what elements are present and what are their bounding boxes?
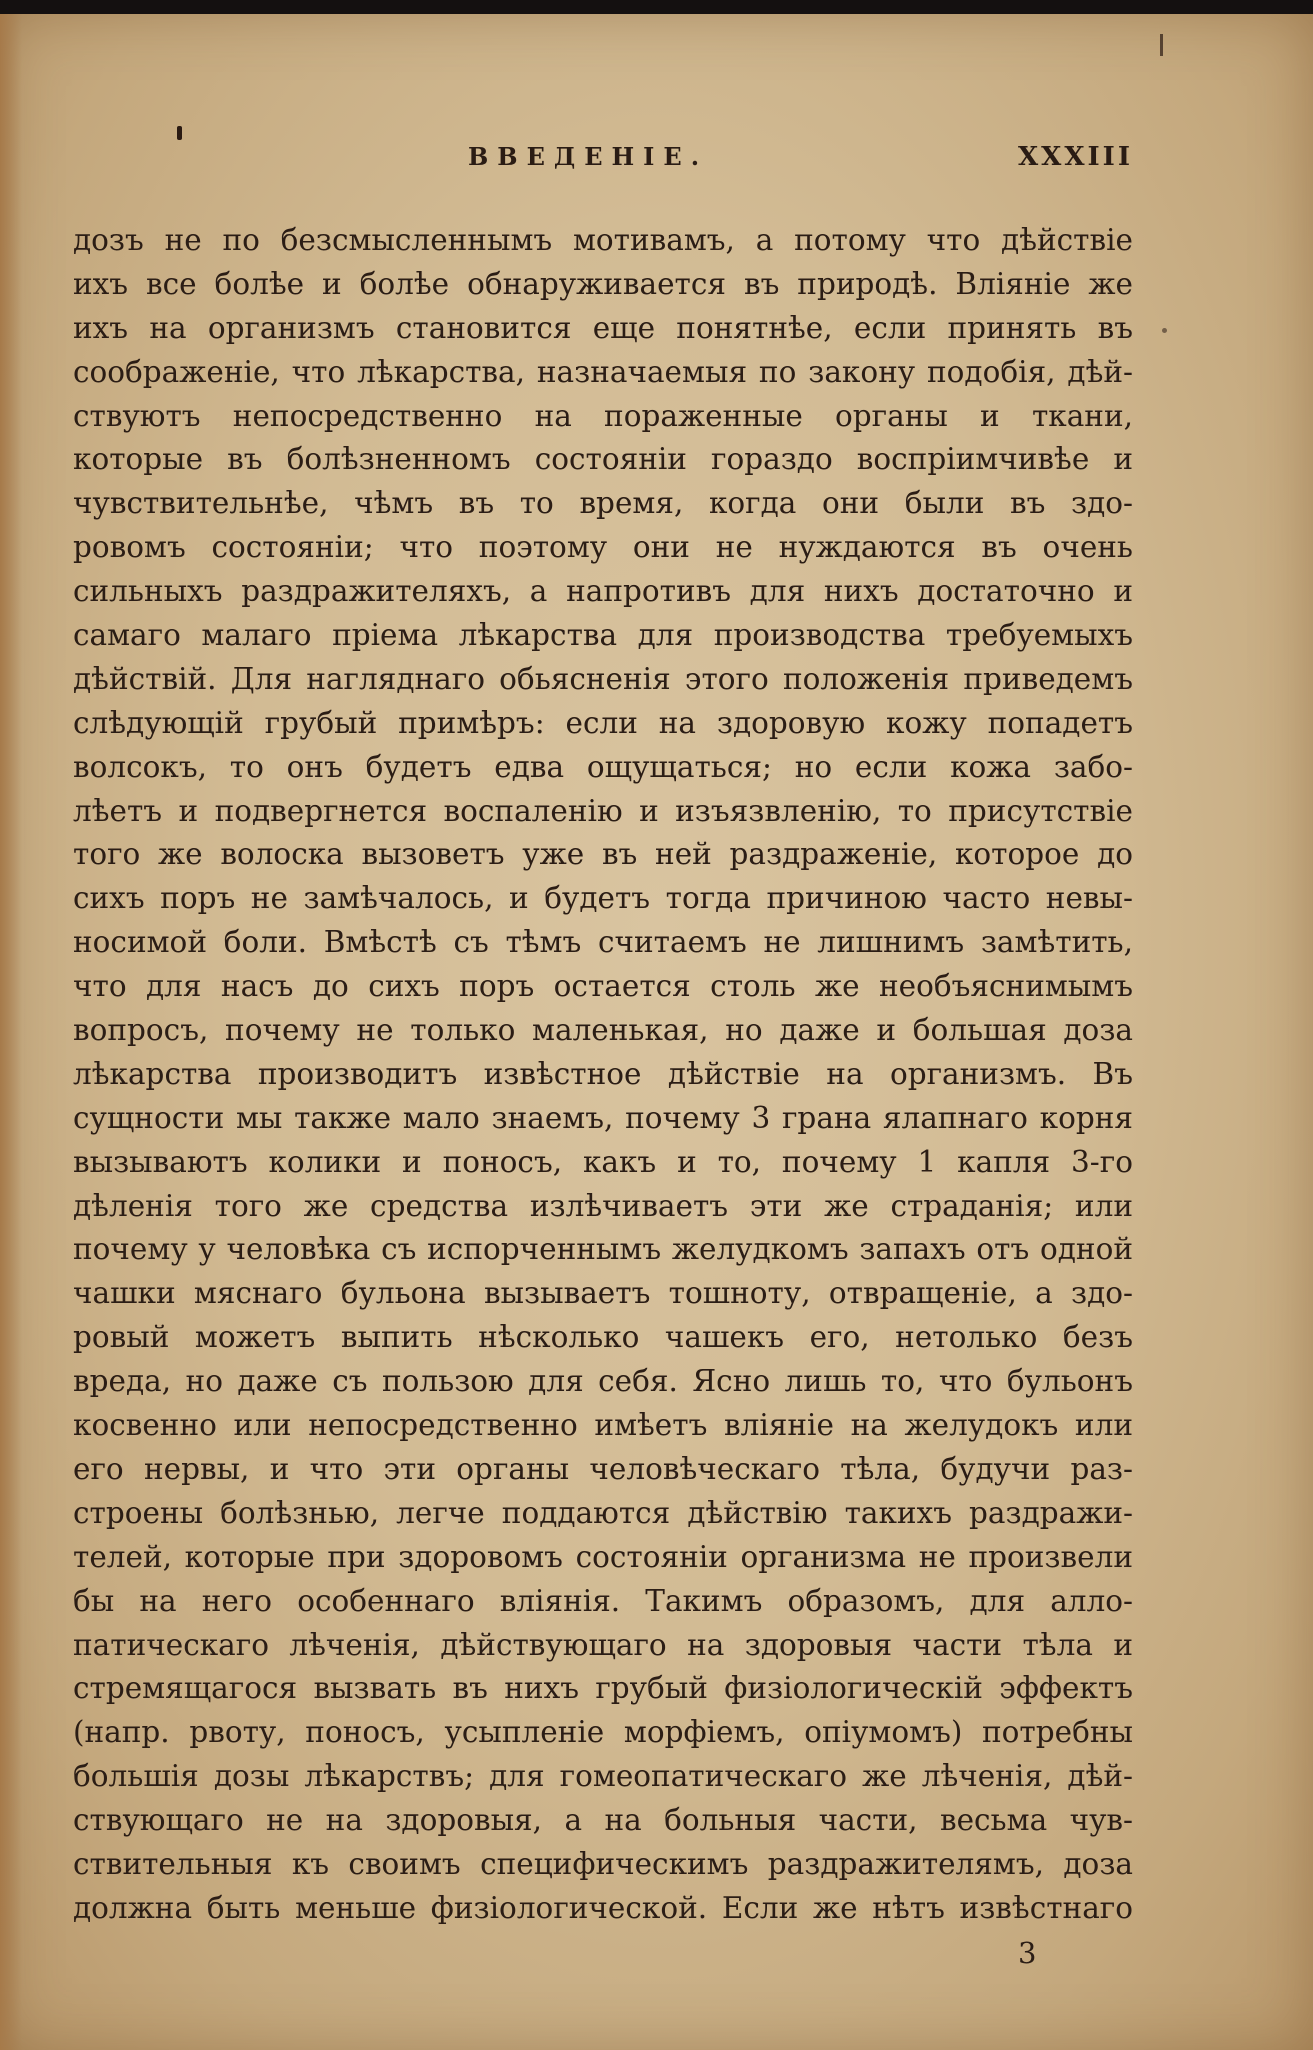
text-line: что для насъ до сихъ поръ остается столь же необъяснимымъ [73,969,1133,1004]
text-line: ихъ на организмъ становится еще понятнѣе, если принять въ [73,310,1133,345]
text-line: слѣдующій грубый примѣръ: если на здоровую кожу попадетъ [73,705,1133,740]
text-line: дозъ не по безсмысленнымъ мотивамъ, а потому что дѣйствіе [73,223,1133,257]
text-line: строены болѣзнью, легче поддаются дѣйствію такихъ раздражи- [73,1495,1133,1530]
text-line: чувствительнѣе, чѣмъ въ то время, когда они были въ здо- [73,486,1133,521]
text-line: почему у человѣка съ испорченнымъ желудкомъ запахъ отъ одной [73,1232,1133,1267]
text-line: вопросъ, почему не только маленькая, но даже и большая доза [73,1013,1133,1048]
ink-mark [177,126,182,140]
text-line: бы на него особеннаго вліянія. Такимъ образомъ, для алло- [73,1583,1133,1618]
paper-blemish [1162,328,1167,333]
book-page [0,14,1313,2050]
text-line: лѣкарства производитъ извѣстное дѣйствіе на организмъ. Въ [73,1056,1133,1091]
text-line: носимой боли. Вмѣстѣ съ тѣмъ считаемъ не лишнимъ замѣтить, [73,925,1133,960]
text-line: ствуютъ непосредственно на пораженные органы и ткани, [73,398,1133,433]
text-line: косвенно или непосредственно имѣетъ вліяніе на желудокъ или [73,1408,1133,1443]
running-title: ВВЕДЕНIЕ. [468,142,709,171]
text-line: лѣетъ и подвергнется воспаленію и изъязвленію, то присутствіе [73,793,1133,828]
text-line: ровый можетъ выпить нѣсколько чашекъ его, нетолько безъ [73,1320,1133,1355]
paper-blemish [1160,34,1163,56]
text-line: стремящагося вызвать въ нихъ грубый физiологическій эффектъ [73,1671,1133,1706]
text-line: которые въ болѣзненномъ состояніи гораздо воспріимчивѣе и [73,442,1133,477]
text-line: соображеніе, что лѣкарства, назначаемыя по закону подобія, дѣй- [73,354,1133,389]
page-number: XXXIII [1017,142,1133,172]
text-line: вызываютъ колики и поносъ, какъ и то, почему 1 капля 3-го [73,1144,1133,1179]
text-line: ровомъ состояніи; что поэтому они не нуждаются въ очень [73,530,1133,565]
text-line: патическаго лѣченія, дѣйствующаго на здоровыя части тѣла и [73,1627,1133,1662]
signature-mark: 3 [1018,1936,1037,1970]
text-line: сущности мы также мало знаемъ, почему 3 грана ялапнаго корня [73,1100,1133,1135]
text-line: дѣленія того же средства излѣчиваетъ эти же страданія; или [73,1188,1133,1223]
text-line: волсокъ, то онъ будетъ едва ощущаться; но если кожа забо- [73,749,1133,784]
text-line: большія дозы лѣкарствъ; для гомеопатическаго же лѣченія, дѣй- [73,1759,1133,1794]
text-line: должна быть меньше физіологической. Если же нѣтъ извѣстнаго [73,1890,1133,1925]
page-edge-shadow [0,14,22,2050]
text-line: того же волоска вызоветъ уже въ ней раздраженіе, которое до [73,837,1133,872]
page-header [75,142,1133,182]
text-line: сильныхъ раздражителяхъ, а напротивъ для нихъ достаточно и [73,574,1133,609]
text-line: его нервы, и что эти органы человѣческаго тѣла, будучи раз- [73,1451,1133,1486]
text-line: чашки мяснаго бульона вызываетъ тошноту, отвращеніе, а здо- [73,1276,1133,1311]
body-text [73,219,1133,1931]
text-line: дѣйствій. Для нагляднаго обьясненія этого положенія приведемъ [73,661,1133,696]
text-line: телей, которые при здоровомъ состояніи организма не произвели [73,1539,1133,1574]
text-line: ихъ все болѣе и болѣе обнаруживается въ природѣ. Вліяніе же [73,266,1133,301]
text-line: (напр. рвоту, поносъ, усыпленіе морфіемъ, опіумомъ) потребны [73,1715,1133,1750]
text-line: вреда, но даже съ пользою для себя. Ясно лишь то, что бульонъ [73,1364,1133,1399]
text-line: сихъ поръ не замѣчалось, и будетъ тогда причиною часто невы- [73,881,1133,916]
text-line: самаго малаго пріема лѣкарства для производства требуемыхъ [73,618,1133,653]
text-line: ствующаго не на здоровыя, а на больныя части, весьма чув- [73,1803,1133,1838]
text-line: ствительныя къ своимъ специфическимъ раздражителямъ, доза [73,1846,1133,1881]
